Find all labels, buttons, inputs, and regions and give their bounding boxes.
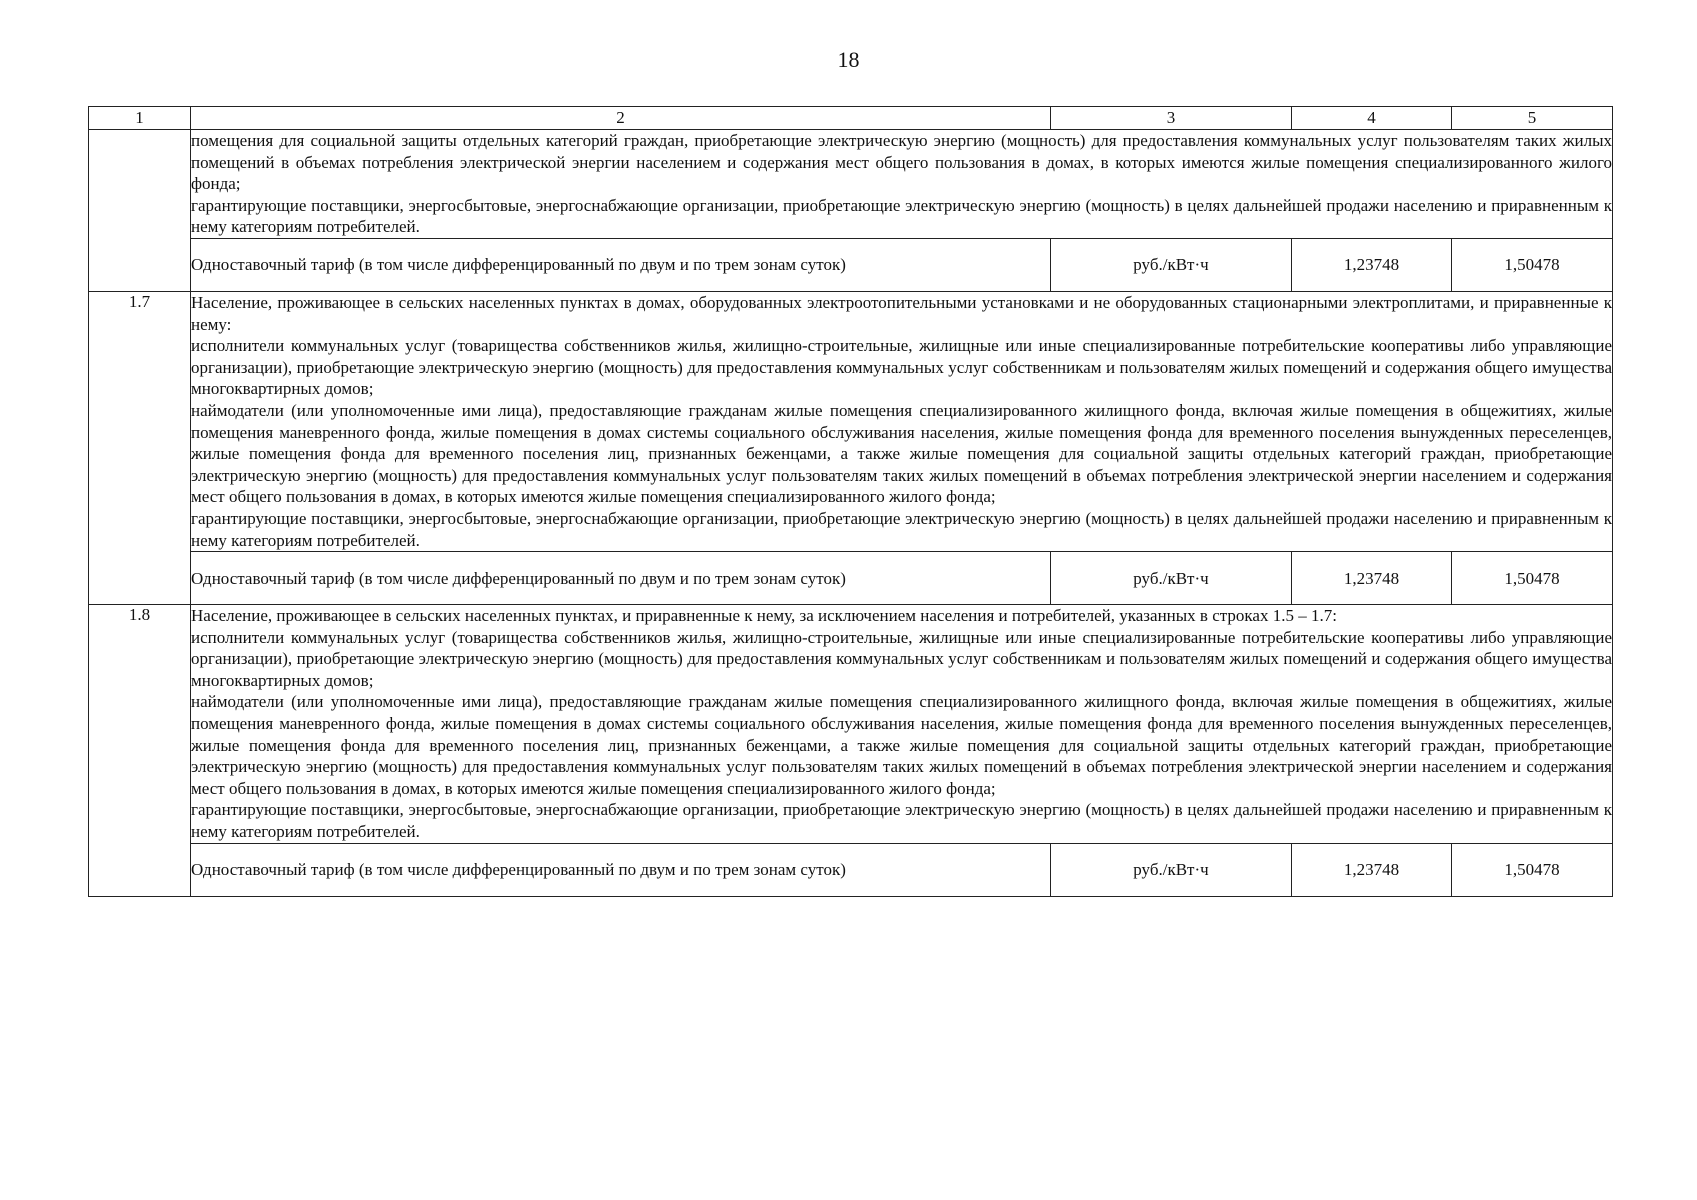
description-paragraph: Население, проживающее в сельских населенных пунктах, и приравненные к нему, за исключением населения и потребителей, указанных в строках 1.5 – 1.7: <box>191 606 1337 626</box>
consumer-description <box>191 605 1613 844</box>
row-number: 1.7 <box>89 291 191 604</box>
description-paragraph: помещения для социальной защиты отдельных категорий граждан, приобретающие электрическую энергию (мощность) для предоставления коммунальных услуг пользователям таких жилых помещений в объемах потребления электрической энергии населением и содержания мест общего пользования в домах, в которых имеются жилые помещения специализированного жилого фонда; <box>191 131 1612 194</box>
row-number <box>89 130 191 292</box>
description-paragraph: наймодатели (или уполномоченные ими лица), предоставляющие гражданам жилые помещения специализированного жилищного фонда, включая жилые помещения в общежитиях, жилые помещения маневренного фонда, жилые помещения в домах системы социального обслуживания населения, жилые помещения фонда для временного поселения вынужденных переселенцев, жилые помещения фонда для временного поселения лиц, признанных беженцами, а также жилые помещения для социальной защиты отдельных категорий граждан, приобретающие электрическую энергию (мощность) для предоставления коммунальных услуг пользователям таких жилых помещений в объемах потребления электрической энергии населением и содержания мест общего пользования в домах, в которых имеются жилые помещения специализированного жилого фонда; <box>191 400 1612 507</box>
tariff-label: Одноставочный тариф (в том числе дифференцированный по двум и по трем зонам суток) <box>191 552 1051 605</box>
tariff-unit: руб./кВт·ч <box>1051 552 1292 605</box>
table-header-row <box>89 107 1613 130</box>
tariff-table <box>88 106 1613 897</box>
tariff-row <box>89 238 1613 291</box>
table-row <box>89 130 1613 239</box>
description-paragraph: наймодатели (или уполномоченные ими лица), предоставляющие гражданам жилые помещения специализированного жилищного фонда, включая жилые помещения в общежитиях, жилые помещения маневренного фонда, жилые помещения в домах системы социального обслуживания населения, жилые помещения фонда для временного поселения вынужденных переселенцев, жилые помещения фонда для временного поселения лиц, признанных беженцами, а также жилые помещения для социальной защиты отдельных категорий граждан, приобретающие электрическую энергию (мощность) для предоставления коммунальных услуг пользователям таких жилых помещений в объемах потребления электрической энергии населением и содержания мест общего пользования в домах, в которых имеются жилые помещения специализированного жилого фонда; <box>191 692 1612 798</box>
column-header-4: 4 <box>1292 107 1452 130</box>
tariff-value-col4: 1,23748 <box>1292 238 1452 291</box>
description-paragraph: Население, проживающее в сельских населенных пунктах в домах, оборудованных электроотопительными установками и не оборудованных стационарными электроплитами, и приравненные к нему: <box>191 292 1612 334</box>
tariff-label: Одноставочный тариф (в том числе дифференцированный по двум и по трем зонам суток) <box>191 843 1051 896</box>
column-header-5: 5 <box>1452 107 1613 130</box>
page-number: 18 <box>837 47 860 72</box>
description-paragraph: гарантирующие поставщики, энергосбытовые, энергоснабжающие организации, приобретающие электрическую энергию (мощность) в целях дальнейшей продажи населению и приравненным к нему категориям потребителей. <box>191 800 1612 842</box>
column-header-1: 1 <box>89 107 191 130</box>
tariff-value-col4: 1,23748 <box>1292 552 1452 605</box>
table-row <box>89 291 1613 551</box>
consumer-description <box>191 291 1613 551</box>
description-paragraph: гарантирующие поставщики, энергосбытовые, энергоснабжающие организации, приобретающие электрическую энергию (мощность) в целях дальнейшей продажи населению и приравненным к нему категориям потребителей. <box>191 195 1612 237</box>
description-paragraph: исполнители коммунальных услуг (товарищества собственников жилья, жилищно-строительные, жилищные или иные специализированные потребительские кооперативы либо управляющие организации), приобретающие электрическую энергию (мощность) для предоставления коммунальных услуг собственникам и пользователям жилых помещений и содержания общего имущества многоквартирных домов; <box>191 336 1612 399</box>
row-number: 1.8 <box>89 605 191 897</box>
tariff-value-col5: 1,50478 <box>1452 843 1613 896</box>
table-row <box>89 605 1613 844</box>
tariff-label: Одноставочный тариф (в том числе дифференцированный по двум и по трем зонам суток) <box>191 238 1051 291</box>
consumer-description <box>191 130 1613 239</box>
tariff-row <box>89 552 1613 605</box>
column-header-3: 3 <box>1051 107 1292 130</box>
description-paragraph: исполнители коммунальных услуг (товарищества собственников жилья, жилищно-строительные, жилищные или иные специализированные потребительские кооперативы либо управляющие организации), приобретающие электрическую энергию (мощность) для предоставления коммунальных услуг собственникам и пользователям жилых помещений и содержания общего имущества многоквартирных домов; <box>191 627 1612 690</box>
tariff-row <box>89 843 1613 896</box>
tariff-unit: руб./кВт·ч <box>1051 238 1292 291</box>
tariff-value-col4: 1,23748 <box>1292 843 1452 896</box>
column-header-2: 2 <box>191 107 1051 130</box>
tariff-value-col5: 1,50478 <box>1452 552 1613 605</box>
tariff-unit: руб./кВт·ч <box>1051 843 1292 896</box>
tariff-value-col5: 1,50478 <box>1452 238 1613 291</box>
description-paragraph: гарантирующие поставщики, энергосбытовые, энергоснабжающие организации, приобретающие электрическую энергию (мощность) в целях дальнейшей продажи населению и приравненным к нему категориям потребителей. <box>191 508 1612 550</box>
